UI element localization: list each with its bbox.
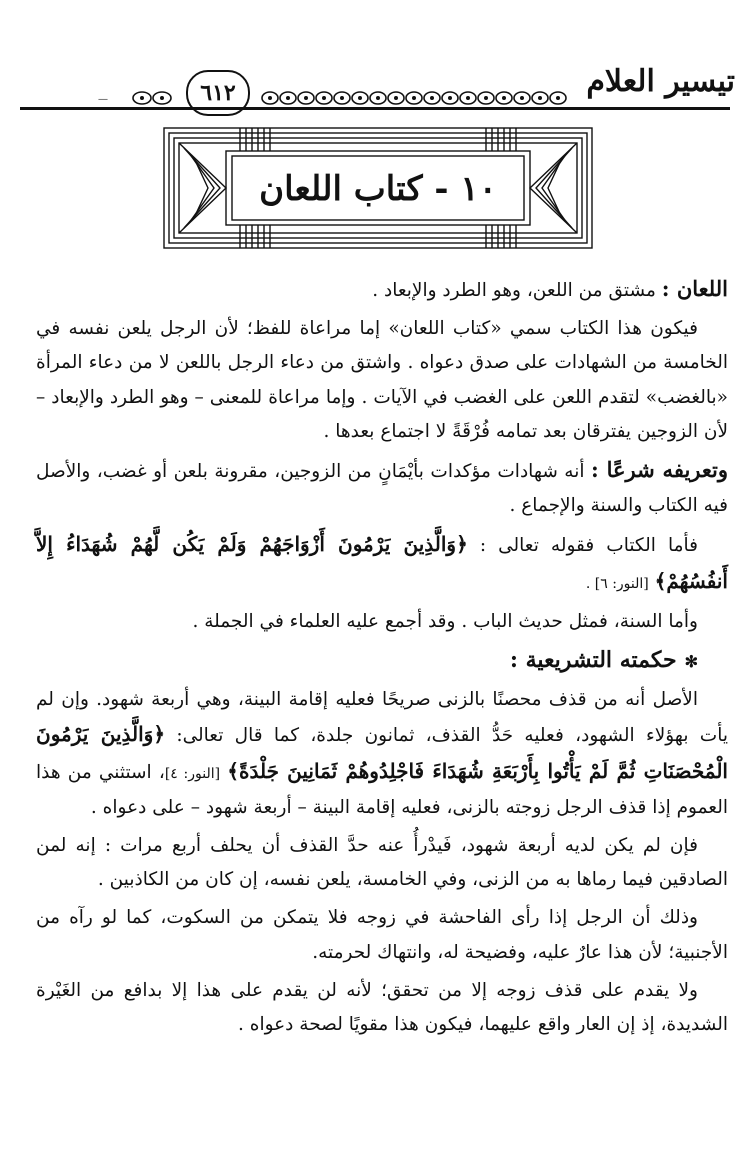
chapter-title-frame	[160, 124, 596, 252]
verse-reference-2: [النور: ٤]	[164, 765, 221, 782]
verse-reference-1: [النور: ٦] .	[585, 575, 649, 592]
wisdom-paragraph-1	[36, 683, 728, 825]
quran-evidence-paragraph	[36, 527, 728, 600]
section-heading	[36, 643, 698, 679]
sharia-definition-paragraph	[36, 453, 728, 523]
star-icon: ✻	[684, 652, 698, 672]
header-dash-mark: —	[98, 94, 108, 105]
definition-paragraph	[36, 272, 728, 308]
wisdom-text-b: ، استثني من هذا العموم إذا قذف الرجل زوجته بالزنى، فعليه إقامة البينة – أربعة شهود – على دعواه .	[36, 761, 728, 818]
quran-verse-2: ﴿وَالَّذِينَ يَرْمُونَ الْمُحْصَنَاتِ ثُمَّ لَمْ يَأْتُوا بِأَرْبَعَةِ شُهَدَاءَ فَاجْلِدُوهُمْ ثَمَانِينَ جَلْدَةً﴾	[36, 722, 728, 783]
page-number: ٦١٢	[186, 70, 250, 116]
chapter-title: ١٠ - كتاب اللعان	[259, 169, 497, 209]
header-rule	[20, 107, 730, 110]
section-heading-text: حكمته التشريعية :	[509, 647, 677, 674]
sunnah-paragraph: وأما السنة، فمثل حديث الباب . وقد أجمع عليه العلماء في الجملة .	[192, 610, 698, 632]
wisdom-text-a: الأصل أنه من قذف محصنًا بالزنى صريحًا فعليه إقامة البينة، وهي أربعة شهود. وإن لم يأت بهؤلاء الشهود، فعليه حَدُّ القذف، ثمانون جلدة، كما قال تعالى:	[36, 689, 728, 747]
header-ornament-row	[260, 88, 570, 108]
definition-text: مشتق من اللعن، وهو الطرد والإبعاد .	[372, 280, 656, 301]
definition-term: اللعان :	[661, 276, 728, 301]
wisdom-paragraph-4: ولا يقدم على قذف زوجه إلا من تحقق؛ لأنه لن يقدم على هذا إلا بدافع من الغَيْرة الشديدة، إذ إن العار واقع عليهما، فيكون هذا مقويًا لصحة دعواه .	[36, 979, 728, 1036]
sharia-definition-term: وتعريفه شرعًا :	[590, 457, 728, 483]
header-ornament-small	[130, 88, 176, 108]
page-body	[36, 272, 728, 1046]
quran-evidence-intro: فأما الكتاب فقوله تعالى :	[479, 535, 698, 557]
wisdom-paragraph-2: فإن لم يكن لديه أربعة شهود، فَيدْرأُ عنه حدَّ القذف أن يحلف أربع مرات : إنه لمن الصادقين فيما رماها به من الزنى، وفي الخامسة، يلعن نفسه، إن كان من الكاذبين .	[36, 835, 728, 891]
naming-paragraph: فيكون هذا الكتاب سمي «كتاب اللعان» إما مراعاة للفظ؛ لأن الرجل يلعن نفسه في الخامسة من الشهادات على صدق دعواه . واشتق من دعاء الرجل باللعن لا من دعاء المرأة «بالغضب» لتقدم اللعن على الغضب في الآيات . وإما مراعاة للمعنى – وهو الطرد والإبعاد – لأن الزوجين يفترقان بعد تمامه فُرْقَةً لا اجتماع بعدها .	[36, 318, 728, 442]
sharia-definition-text: أنه شهادات مؤكدات بأيْمَانٍ من الزوجين، مقرونة بلعن أو غضب، والأصل فيه الكتاب والسنة والإجماع .	[36, 461, 728, 517]
quran-verse-1: ﴿وَالَّذِينَ يَرْمُونَ أَزْوَاجَهُمْ وَلَمْ يَكُن لَّهُمْ شُهَدَاءُ إِلاَّ أَنفُسُهُمْ﴾	[36, 532, 728, 593]
book-title: تيسير العلام	[586, 64, 735, 99]
wisdom-paragraph-3: وذلك أن الرجل إذا رأى الفاحشة في زوجه فلا يتمكن من السكوت، كما لو رآه من الأجنبية؛ لأن هذا عارٌ عليه، وفضيحة له، وانتهاك لحرمته.	[36, 907, 728, 963]
